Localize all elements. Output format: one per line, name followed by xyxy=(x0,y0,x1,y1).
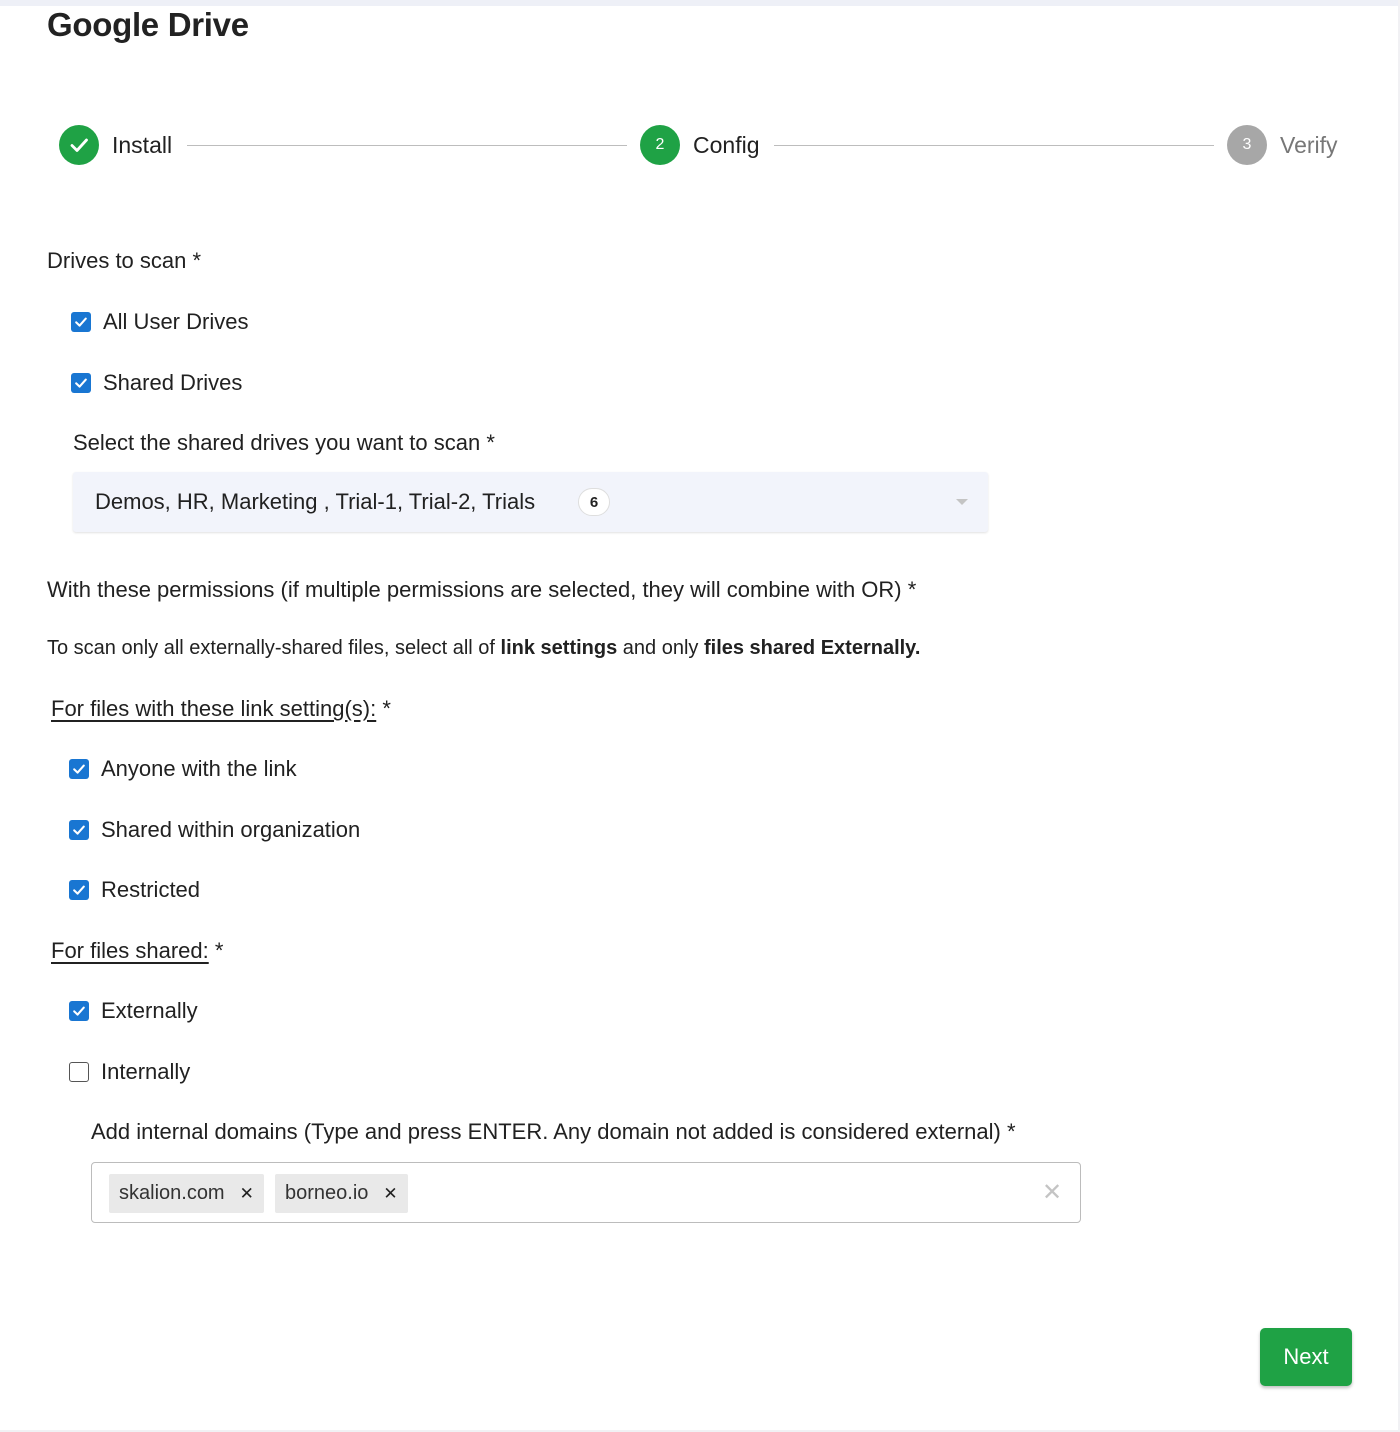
check-icon xyxy=(59,125,99,165)
domain-chip-label: skalion.com xyxy=(119,1182,225,1204)
drives-heading: Drives to scan * xyxy=(47,248,202,273)
selected-count-badge: 6 xyxy=(578,488,610,516)
anyone-with-link-label: Anyone with the link xyxy=(101,756,297,781)
domain-chip xyxy=(275,1174,408,1213)
step-verify[interactable] xyxy=(1227,125,1338,165)
remove-chip-icon[interactable]: ✕ xyxy=(239,1184,254,1203)
shared-drives-select-value: Demos, HR, Marketing , Trial-1, Trial-2, Trials xyxy=(95,489,536,514)
externally-option[interactable] xyxy=(69,996,198,1026)
step-verify-label: Verify xyxy=(1280,131,1338,158)
shared-drives-option[interactable] xyxy=(71,368,242,398)
externally-checkbox[interactable] xyxy=(69,1001,89,1021)
step-install-label: Install xyxy=(112,131,173,158)
shared-drives-select[interactable] xyxy=(73,472,988,532)
stepper xyxy=(59,125,1349,167)
shared-within-organization-label: Shared within organization xyxy=(101,817,361,842)
next-button[interactable]: Next xyxy=(1260,1328,1352,1386)
internal-domains-input[interactable] xyxy=(91,1162,1081,1223)
internally-checkbox[interactable] xyxy=(69,1062,89,1082)
domain-chip xyxy=(109,1174,264,1213)
step-config-number: 2 xyxy=(640,125,680,165)
all-user-drives-option[interactable] xyxy=(71,307,248,337)
all-user-drives-label: All User Drives xyxy=(103,309,249,334)
required-marker: * xyxy=(376,696,391,721)
hint-text: To scan only all externally-shared files, select all of xyxy=(47,637,501,659)
anyone-with-link-option[interactable] xyxy=(69,754,297,784)
remove-chip-icon[interactable]: ✕ xyxy=(383,1184,398,1203)
permissions-heading: With these permissions (if multiple permissions are selected, they will combine with OR) * xyxy=(47,577,917,602)
shared-within-organization-checkbox[interactable] xyxy=(69,820,89,840)
step-verify-number: 3 xyxy=(1227,125,1267,165)
files-shared-heading-text: For files shared: xyxy=(51,938,209,963)
step-connector xyxy=(774,145,1214,146)
page-title: Google Drive xyxy=(47,6,249,43)
permissions-hint xyxy=(47,637,920,660)
step-connector xyxy=(187,145,627,146)
all-user-drives-checkbox[interactable] xyxy=(71,312,91,332)
shared-drives-label: Shared Drives xyxy=(103,370,243,395)
hint-link-settings: link settings xyxy=(500,637,618,659)
step-config-label: Config xyxy=(693,131,760,158)
shared-drives-checkbox[interactable] xyxy=(71,373,91,393)
externally-label: Externally xyxy=(101,998,198,1023)
required-marker: * xyxy=(208,938,224,963)
anyone-with-link-checkbox[interactable] xyxy=(69,759,89,779)
step-config[interactable] xyxy=(640,125,759,165)
restricted-option[interactable] xyxy=(69,875,200,905)
restricted-label: Restricted xyxy=(101,877,201,902)
hint-files-shared-externally: files shared Externally. xyxy=(703,637,921,659)
internal-domains-label: Add internal domains (Type and press ENTER. Any domain not added is considered external) * xyxy=(91,1119,1016,1144)
hint-text: and only xyxy=(617,637,704,659)
internally-label: Internally xyxy=(101,1059,191,1084)
domain-chip-label: borneo.io xyxy=(285,1182,369,1204)
clear-all-icon[interactable]: ✕ xyxy=(1042,1179,1063,1206)
step-install[interactable] xyxy=(59,125,172,165)
files-shared-heading xyxy=(51,938,223,964)
restricted-checkbox[interactable] xyxy=(69,880,89,900)
internally-option[interactable] xyxy=(69,1057,190,1087)
shared-drives-select-label: Select the shared drives you want to scan * xyxy=(73,430,495,455)
chevron-down-icon[interactable] xyxy=(956,499,968,505)
shared-within-organization-option[interactable] xyxy=(69,815,360,845)
link-settings-heading-text: For files with these link setting(s): xyxy=(51,696,377,721)
link-settings-heading xyxy=(51,696,391,722)
